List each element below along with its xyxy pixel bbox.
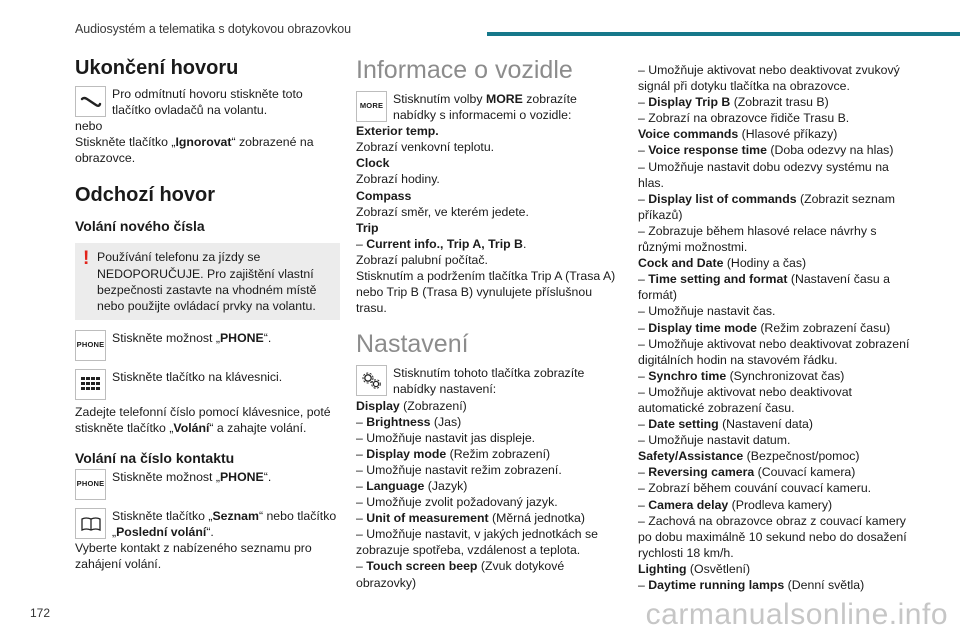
- clock-text: Zobrazí hodiny.: [356, 172, 440, 187]
- trip-b-item: – Display Trip B (Zobrazit trasu B): [638, 95, 829, 110]
- command-list-desc: – Zobrazuje během hlasové relace návrhy s různými možnostmi.: [638, 223, 877, 255]
- settings-gears-icon: [356, 365, 387, 396]
- trip-label: Trip: [356, 220, 379, 235]
- end-call-title: Ukončení hovoru: [75, 57, 239, 79]
- date-item: – Date setting (Nastavení data): [638, 417, 813, 432]
- time-mode-item: – Display time mode (Režim zobrazení času): [638, 320, 891, 335]
- contact-call-title: Volání na číslo kontaktu: [75, 450, 235, 467]
- time-setting-item: – Time setting and format (Nastavení času a formát): [638, 272, 890, 303]
- contacts-book-icon: [75, 508, 106, 539]
- hang-up-handset-icon: [75, 86, 106, 117]
- brightness-desc: – Umožňuje nastavit jas displeje.: [356, 430, 536, 445]
- warning-box: [75, 243, 340, 319]
- phone-label-icon: PHONE: [75, 469, 106, 500]
- trip-reset-text: Stisknutím a podržením tlačítka Trip A (Trasa A) nebo Trip B (Trasa B) vynulujete příslušnou trasu.: [356, 269, 616, 316]
- more-label-icon: MORE: [356, 91, 387, 122]
- date-desc: – Umožňuje nastavit datum.: [638, 433, 791, 448]
- phone-instruction: [75, 330, 340, 361]
- clock-label: Clock: [356, 156, 390, 171]
- watermark: carmanualsonline.info: [645, 598, 948, 631]
- voice-response-desc: – Umožňuje nastavit dobu odezvy systému na hlas.: [638, 159, 889, 190]
- language-item: – Language (Jazyk): [356, 478, 468, 493]
- beep-desc: – Umožňuje aktivovat nebo deaktivovat zvukový signál při dotyku tlačítka na obrazovce.: [638, 63, 900, 94]
- lighting-label: Lighting (Osvětlení): [638, 561, 751, 576]
- compass-label: Compass: [356, 188, 412, 203]
- contacts-instruction: [75, 508, 340, 540]
- time-setting-desc: – Umožňuje nastavit čas.: [638, 304, 776, 319]
- reversing-item: – Reversing camera (Couvací kamera): [638, 465, 856, 480]
- display-label: Display (Zobrazení): [356, 398, 467, 413]
- end-call-instruction: [75, 86, 340, 118]
- unit-desc: – Umožňuje nastavit, v jakých jednotkách se zobrazuje spotřeba, vzdálenost a teplota.: [356, 527, 598, 558]
- select-contact-text: Vyberte kontakt z nabízeného seznamu pro zahájení volání.: [75, 541, 312, 572]
- drl-item: – Daytime running lamps (Denní světla): [638, 578, 865, 592]
- clock-date-label: Cock and Date (Hodiny a čas): [638, 256, 807, 271]
- settings-text: Stisknutím tohoto tlačítka zobrazíte nabídky nastavení:: [393, 366, 585, 397]
- column-right: [638, 62, 913, 593]
- new-number-title: Volání nového čísla: [75, 218, 205, 235]
- settings-title: Nastavení: [356, 330, 469, 359]
- synchro-desc: – Umožňuje aktivovat nebo deaktivovat automatické zobrazení času.: [638, 384, 852, 415]
- display-mode-item: – Display mode (Režim zobrazení): [356, 446, 551, 461]
- ext-temp-text: Zobrazí venkovní teplotu.: [356, 140, 495, 155]
- display-mode-desc: – Umožňuje nastavit režim zobrazení.: [356, 462, 562, 477]
- settings-instruction: [356, 365, 616, 397]
- phone-label-icon: PHONE: [75, 330, 106, 361]
- beep-item: – Touch screen beep (Zvuk dotykové obrazovky): [356, 559, 565, 590]
- press-phone-text: Stiskněte možnost „PHONE“.: [112, 330, 272, 345]
- safety-label: Safety/Assistance (Bezpečnost/pomoc): [638, 449, 860, 464]
- reversing-desc: – Zobrazí během couvání couvací kameru.: [638, 481, 872, 496]
- keypad-instruction: [75, 369, 340, 400]
- column-middle: [356, 56, 616, 591]
- end-call-text: Pro odmítnutí hovoru stiskněte toto tlačítko ovladačů na volantu.: [112, 87, 303, 118]
- camera-delay-desc: – Zachová na obrazovce obraz z couvací kamery po dobu maximálně 10 sekund nebo do dosažení rychlosti 18 km/h.: [638, 513, 907, 560]
- voice-response-item: – Voice response time (Doba odezvy na hlas): [638, 143, 894, 158]
- command-list-item: – Display list of commands (Zobrazit seznam příkazů): [638, 191, 895, 222]
- phone-instruction-2: [75, 469, 340, 500]
- voice-label: Voice commands (Hlasové příkazy): [638, 127, 838, 142]
- outgoing-call-title: Odchozí hovor: [75, 184, 215, 207]
- keypad-grid-icon: [75, 369, 106, 400]
- language-desc: – Umožňuje zvolit požadovaný jazyk.: [356, 495, 558, 510]
- vehicle-info-title: Informace o vozidle: [356, 56, 573, 84]
- enter-number-text: Zadejte telefonní číslo pomocí klávesnice, poté stiskněte tlačítko „Volání“ a zahajte volání.: [75, 404, 331, 435]
- keypad-text: Stiskněte tlačítko na klávesnici.: [112, 369, 283, 384]
- more-text: Stisknutím volby MORE zobrazíte nabídky s informacemi o vozidle:: [393, 92, 577, 123]
- unit-item: – Unit of measurement (Měrná jednotka): [356, 511, 585, 526]
- header-accent-bar: [487, 32, 960, 36]
- ext-temp-label: Exterior temp.: [356, 124, 439, 139]
- trip-item: – Current info., Trip A, Trip B.: [356, 236, 527, 251]
- more-instruction: [356, 91, 616, 123]
- column-left: [75, 56, 340, 572]
- warning-text: Používání telefonu za jízdy se NEDOPORUČUJE. Pro zajištění vlastní bezpečnosti zastavte na vhodném místě nebo použijte ovládací prvky na volantu.: [97, 250, 317, 313]
- warning-icon: !: [83, 248, 90, 270]
- page-number: 172: [30, 606, 51, 620]
- compass-text: Zobrazí směr, ve kterém jedete.: [356, 204, 529, 219]
- synchro-item: – Synchro time (Synchronizovat čas): [638, 368, 845, 383]
- or-text: nebo: [75, 119, 103, 134]
- trip-text: Zobrazí palubní počítač.: [356, 252, 488, 267]
- time-mode-desc: – Umožňuje aktivovat nebo deaktivovat zobrazení digitálních hodin na stavovém řádku.: [638, 336, 910, 367]
- camera-delay-item: – Camera delay (Prodleva kamery): [638, 497, 833, 512]
- ignore-text: Stiskněte tlačítko „Ignorovat“ zobrazené na obrazovce.: [75, 135, 314, 166]
- brightness-item: – Brightness (Jas): [356, 414, 462, 429]
- trip-b-desc: – Zobrazí na obrazovce řidiče Trasu B.: [638, 111, 850, 126]
- running-header: Audiosystém a telematika s dotykovou obrazovkou: [75, 22, 352, 36]
- contacts-text: Stiskněte tlačítko „Seznam“ nebo tlačítko „Poslední volání“.: [112, 509, 337, 540]
- press-phone-text-2: Stiskněte možnost „PHONE“.: [112, 470, 272, 485]
